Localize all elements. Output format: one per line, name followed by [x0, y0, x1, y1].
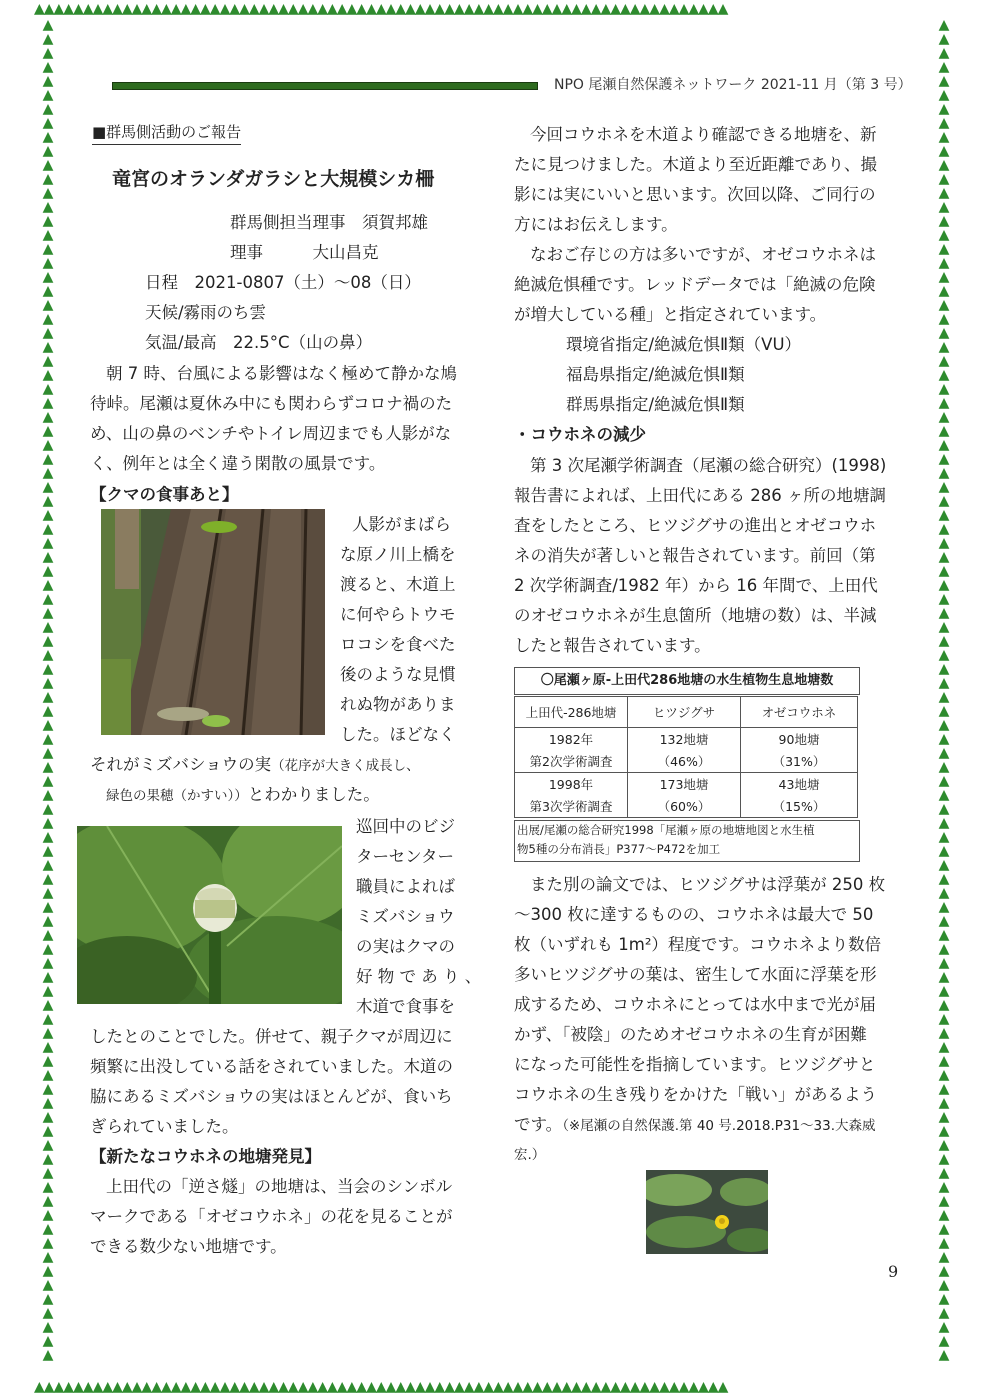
table-cell: 第2次学術調査: [515, 750, 628, 773]
schedule: 日程 2021-0807（土）～08（日）: [145, 273, 421, 292]
table-cell: （46%）: [628, 750, 741, 773]
bear-line-1: [90, 750, 420, 781]
paragraph-line: 第 3 次尾瀬学術調査（尾瀬の総合研究）(1998): [530, 456, 887, 475]
paragraph-line: したとのことでした。併せて、親子クマが周辺に: [90, 1027, 453, 1046]
bear-side-line: な原ノ川上橋を: [340, 545, 456, 564]
visitor-side-line: 木道で食事を: [356, 997, 455, 1016]
bear-line-2-main: とわかりました。: [247, 785, 380, 804]
paragraph-line: なおご存じの方は多いですが、オゼコウホネは: [530, 245, 877, 264]
bottom-border: ▲▲▲▲▲▲▲▲▲▲▲▲▲▲▲▲▲▲▲▲▲▲▲▲▲▲▲▲▲▲▲▲▲▲▲▲▲▲▲▲▲▲▲▲▲▲▲▲▲▲▲▲▲▲▲▲▲▲▲▲▲▲▲▲▲▲▲▲▲▲▲: [34, 1380, 728, 1395]
bear-heading: 【クマの食事あと】: [90, 485, 239, 504]
table-source: [514, 820, 860, 862]
table-header-row: [515, 697, 858, 728]
designation-item: 環境省指定/絶滅危惧Ⅱ類（VU）: [566, 335, 802, 354]
top-border: ▲▲▲▲▲▲▲▲▲▲▲▲▲▲▲▲▲▲▲▲▲▲▲▲▲▲▲▲▲▲▲▲▲▲▲▲▲▲▲▲▲▲▲▲▲▲▲▲▲▲▲▲▲▲▲▲▲▲▲▲▲▲▲▲▲▲▲▲▲▲▲: [34, 2, 728, 17]
paragraph-line: 枚（いずれも 1m²）程度です。コウホネより数倍: [514, 935, 882, 954]
temperature: 気温/最高 22.5°C（山の鼻）: [145, 333, 373, 352]
table-header: オゼコウホネ: [741, 697, 858, 728]
bear-side-line: ロコシを食べた: [340, 635, 456, 654]
paragraph-line: 方にはお伝えします。: [514, 215, 678, 234]
paragraph-line: かず、「被陰」のためオゼコウホネの生育が困難: [514, 1025, 867, 1044]
paragraph-line: ネの消失が著しいと報告されています。前回（第: [514, 546, 876, 565]
paragraph-line: 朝 7 時、台風による影響はなく極めて静かな鳩: [106, 364, 457, 383]
bear-side-line: 人影がまばら: [352, 515, 451, 534]
visitor-side-line: 職員によれば: [356, 877, 455, 896]
table-cell: 1998年: [515, 773, 628, 796]
table-source-line: 物5種の分布消長」P377～P472を加工: [517, 842, 721, 856]
table-cell: 1982年: [515, 728, 628, 751]
paragraph-line: のオゼコウホネが生息箇所（地塘の数）は、半減: [514, 606, 877, 625]
decline-heading: ・コウホネの減少: [514, 425, 646, 444]
section-label: ■群馬側活動のご報告: [92, 120, 241, 145]
table-header: 上田代-286地塘: [515, 697, 628, 728]
table-cell: 43地塘: [741, 773, 858, 796]
pond-lily-photo: [646, 1170, 768, 1254]
table-cell: 90地塘: [741, 728, 858, 751]
weather: 天候/霧雨のち雲: [145, 303, 267, 322]
table-cell: 173地塘: [628, 773, 741, 796]
paragraph-line: 影には実にいいと思います。次回以降、ご同行の: [514, 185, 876, 204]
visitor-side-line: 好 物 で あ り 、: [356, 967, 482, 986]
page-number: 9: [888, 1262, 899, 1281]
right-border: ▲▲▲▲▲▲▲▲▲▲▲▲▲▲▲▲▲▲▲▲▲▲▲▲▲▲▲▲▲▲▲▲▲▲▲▲▲▲▲▲▲▲▲▲▲▲▲▲▲▲▲▲▲▲▲▲▲▲▲▲▲▲▲▲▲▲▲▲▲▲▲▲▲▲▲▲▲▲▲▲▲▲▲▲▲▲▲▲▲▲▲▲▲▲▲▲: [938, 18, 950, 1363]
table-cell: 第3次学術調査: [515, 795, 628, 818]
table-cell: （31%）: [741, 750, 858, 773]
paragraph-line: できる数少ない地塘です。: [90, 1237, 287, 1256]
header-bar: [112, 82, 538, 90]
designation-item: 福島県指定/絶滅危惧Ⅱ類: [566, 365, 745, 384]
bear-side-line: 後のような見慣: [340, 665, 456, 684]
paragraph-line-last: [514, 1110, 876, 1141]
paragraph-line: になった可能性を指摘しています。ヒツジグサと: [514, 1055, 876, 1074]
paragraph-line: 頻繁に出没している話をされていました。木道の: [90, 1057, 453, 1076]
designation-item: 群馬県指定/絶滅危惧Ⅱ類: [566, 395, 745, 414]
article-title: 竜宮のオランダガラシと大規模シカ柵: [112, 168, 435, 190]
paragraph-line: 査をしたところ、ヒツジグサの進出とオゼコウホ: [514, 516, 877, 535]
author-1: 群馬側担当理事 須賀邦雄: [230, 213, 428, 232]
paragraph-line: 報告書によれば、上田代にある 286 ヶ所の地塘調: [514, 486, 886, 505]
table-cell: （60%）: [628, 795, 741, 818]
paragraph-line: く、例年とは全く違う閑散の風景です。: [90, 454, 386, 473]
visitor-side-line: ミズバショウ: [356, 907, 455, 926]
paragraph-line: たに見つけました。木道より至近距離であり、撮: [514, 155, 877, 174]
bear-line-1-note: （花序が大きく成長し、: [271, 758, 420, 774]
paragraph-line: が増大している種」と指定されています。: [514, 305, 827, 324]
paragraph-line: ぎられていました。: [90, 1117, 239, 1136]
boardwalk-photo: [101, 509, 325, 735]
paragraph-line: ～300 枚に達するものの、コウホネは最大で 50: [514, 905, 874, 924]
citation-end: 宏.）: [514, 1147, 546, 1163]
table-title: 〇尾瀬ヶ原-上田代286地塘の水生植物生息地塘数: [514, 667, 860, 695]
paragraph-line: 上田代の「逆さ燧」の地塘は、当会のシンボル: [106, 1177, 453, 1196]
pond-heading: 【新たなコウホネの地塘発見】: [90, 1147, 321, 1166]
paragraph-line: め、山の鼻のベンチやトイレ周辺までも人影がな: [90, 424, 452, 443]
paragraph-line: 多いヒツジグサの葉は、密生して水面に浮葉を形: [514, 965, 877, 984]
bear-side-line: に何やらトウモ: [340, 605, 456, 624]
table-source-line: 出展/尾瀬の総合研究1998「尾瀬ヶ原の地塘地図と水生植: [517, 823, 815, 837]
left-border: ▲▲▲▲▲▲▲▲▲▲▲▲▲▲▲▲▲▲▲▲▲▲▲▲▲▲▲▲▲▲▲▲▲▲▲▲▲▲▲▲▲▲▲▲▲▲▲▲▲▲▲▲▲▲▲▲▲▲▲▲▲▲▲▲▲▲▲▲▲▲▲▲▲▲▲▲▲▲▲▲▲▲▲▲▲▲▲▲▲▲▲▲▲▲▲▲: [42, 18, 54, 1363]
visitor-side-line: ターセンター: [356, 847, 455, 866]
table-row: [515, 750, 858, 773]
paragraph-line: 2 次学術調査/1982 年）から 16 年間で、上田代: [514, 576, 878, 595]
bear-side-line: した。ほどなく: [340, 725, 456, 744]
paragraph-line: 絶滅危惧種です。レッドデータでは「絶滅の危険: [514, 275, 876, 294]
bear-side-line: れぬ物がありま: [340, 695, 456, 714]
table-row: [515, 728, 858, 751]
publication-header: NPO 尾瀬自然保護ネットワーク 2021-11 月（第 3 号）: [554, 77, 912, 93]
table-row: [515, 795, 858, 818]
paragraph-line: コウホネの生き残りをかけた「戦い」があるよう: [514, 1085, 877, 1104]
citation: （※尾瀬の自然保護.第 40 号.2018.P31～33.大森威: [562, 1118, 876, 1134]
bear-line-2: [106, 780, 380, 811]
bear-line-2-note: 緑色の果穂（かすい））: [106, 788, 248, 804]
paragraph-end: です。: [514, 1115, 563, 1134]
table-header: ヒツジグサ: [628, 697, 741, 728]
paragraph-line: 成するため、コウホネにとっては水中まで光が届: [514, 995, 877, 1014]
paragraph-line: 待峠。尾瀬は夏休み中にも関わらずコロナ禍のた: [90, 394, 453, 413]
author-2: 理事 大山昌克: [230, 243, 379, 262]
paragraph-line: 脇にあるミズバショウの実はほとんどが、食いち: [90, 1087, 453, 1106]
paragraph-line: また別の論文では、ヒツジグサは浮葉が 250 枚: [530, 875, 886, 894]
skunk-cabbage-fruit-photo: [77, 826, 342, 1004]
paragraph-line: マークである「オゼコウホネ」の花を見ることが: [90, 1207, 453, 1226]
bear-line-1-main: それがミズバショウの実: [90, 755, 272, 774]
habitat-table: [514, 696, 858, 818]
visitor-side-line: の実はクマの: [356, 937, 455, 956]
bear-side-line: 渡ると、木道上: [340, 575, 456, 594]
table-cell: （15%）: [741, 795, 858, 818]
table-row: [515, 773, 858, 796]
paragraph-line: 今回コウホネを木道より確認できる地塘を、新: [530, 125, 877, 144]
paragraph-line: したと報告されています。: [514, 636, 711, 655]
table-cell: 132地塘: [628, 728, 741, 751]
visitor-side-line: 巡回中のビジ: [356, 817, 455, 836]
